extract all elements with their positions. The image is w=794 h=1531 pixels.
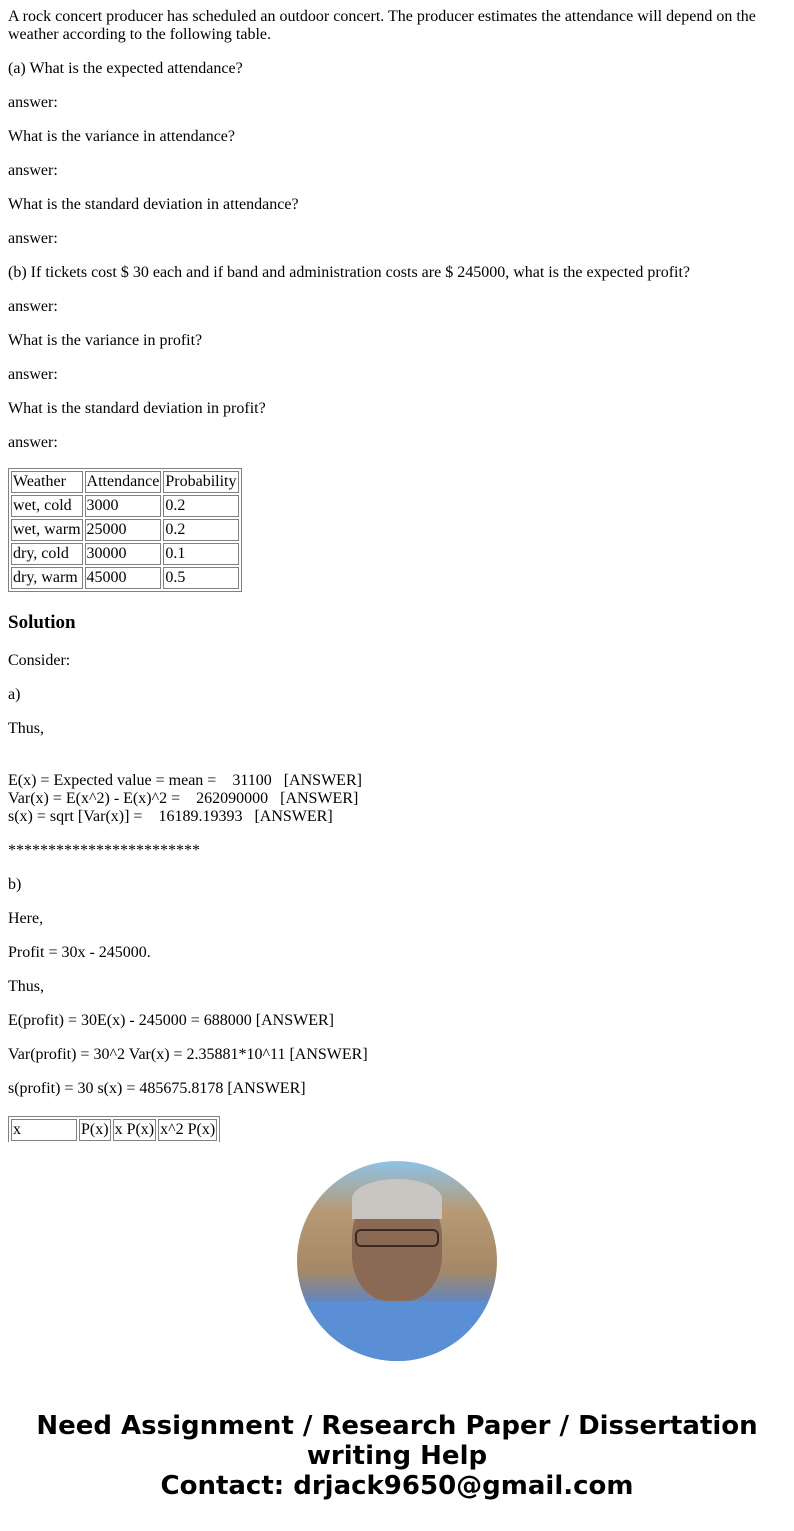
photo-shirt	[297, 1301, 497, 1361]
question-profit-variance: What is the variance in profit?	[8, 332, 203, 349]
calc-table-clip	[8, 1116, 220, 1142]
footer-banner	[0, 1411, 794, 1501]
table-row	[11, 495, 239, 517]
question-b: (b) If tickets cost $ 30 each and if band and administration costs are $ 245000, what is the expected profit?	[8, 264, 691, 281]
question-profit-sd: What is the standard deviation in profit?	[8, 400, 266, 417]
text: a)	[8, 686, 21, 703]
solution-heading: Solution	[8, 612, 76, 633]
table-row	[11, 567, 239, 589]
header-cell: Attendance	[85, 471, 162, 493]
question-variance: What is the variance in attendance?	[8, 128, 235, 145]
cell: 3000	[85, 495, 162, 517]
cell: 30000	[85, 543, 162, 565]
header-cell: x^2 P(x)	[158, 1119, 217, 1141]
text: Here,	[8, 910, 44, 927]
header-cell: Probability	[163, 471, 238, 493]
question-a: (a) What is the expected attendance?	[8, 60, 243, 77]
cell: 0.1	[163, 543, 238, 565]
profit-variance: Var(profit) = 30^2 Var(x) = 2.35881*10^11 [ANSWER]	[8, 1046, 368, 1063]
answer-label: answer:	[8, 94, 58, 111]
cell: 0.2	[163, 495, 238, 517]
footer-line: Need Assignment / Research Paper / Dissertation	[36, 1411, 758, 1441]
answer-label: answer:	[8, 230, 58, 247]
text: Thus,	[8, 720, 44, 737]
cell: dry, warm	[11, 567, 83, 589]
result-sd: s(x) = sqrt [Var(x)] = 16189.19393 [ANSWER]	[8, 808, 333, 825]
author-photo	[297, 1161, 497, 1361]
cell: wet, warm	[11, 519, 83, 541]
separator: ************************	[8, 842, 200, 859]
result-variance: Var(x) = E(x^2) - E(x)^2 = 262090000 [ANSWER]	[8, 790, 359, 807]
table-row	[11, 543, 239, 565]
cell: 45000	[85, 567, 162, 589]
header-cell: x	[11, 1119, 77, 1141]
result-mean: E(x) = Expected value = mean = 31100 [ANSWER]	[8, 772, 362, 789]
document	[0, 8, 794, 1147]
answer-label: answer:	[8, 162, 58, 179]
table-header-row	[11, 471, 239, 493]
cell: 0.2	[163, 519, 238, 541]
header-cell: P(x)	[79, 1119, 111, 1141]
answer-label: answer:	[8, 434, 58, 451]
text: Consider:	[8, 652, 71, 669]
table-row	[11, 519, 239, 541]
photo-glasses	[355, 1229, 439, 1247]
profit-mean: E(profit) = 30E(x) - 245000 = 688000 [ANSWER]	[8, 1012, 334, 1029]
photo-hair	[352, 1179, 442, 1219]
cell: dry, cold	[11, 543, 83, 565]
header-cell: x P(x)	[113, 1119, 157, 1141]
profit-formula: Profit = 30x - 245000.	[8, 944, 151, 961]
calc-table	[8, 1116, 220, 1142]
header-cell: Weather	[11, 471, 83, 493]
table-header-row	[11, 1119, 217, 1141]
cell: wet, cold	[11, 495, 83, 517]
text: Thus,	[8, 978, 44, 995]
question-intro: A rock concert producer has scheduled an outdoor concert. The producer estimates the attendance will depend on the weather according to the following table.	[8, 8, 756, 43]
footer-contact: Contact: drjack9650@gmail.com	[160, 1471, 634, 1501]
text: b)	[8, 876, 22, 893]
weather-table	[8, 468, 242, 592]
cell: 0.5	[163, 567, 238, 589]
profit-sd: s(profit) = 30 s(x) = 485675.8178 [ANSWER]	[8, 1080, 306, 1097]
answer-label: answer:	[8, 298, 58, 315]
answer-label: answer:	[8, 366, 58, 383]
cell: 25000	[85, 519, 162, 541]
results-block	[8, 754, 786, 826]
footer-line: writing Help	[306, 1441, 488, 1471]
question-sd: What is the standard deviation in attendance?	[8, 196, 299, 213]
